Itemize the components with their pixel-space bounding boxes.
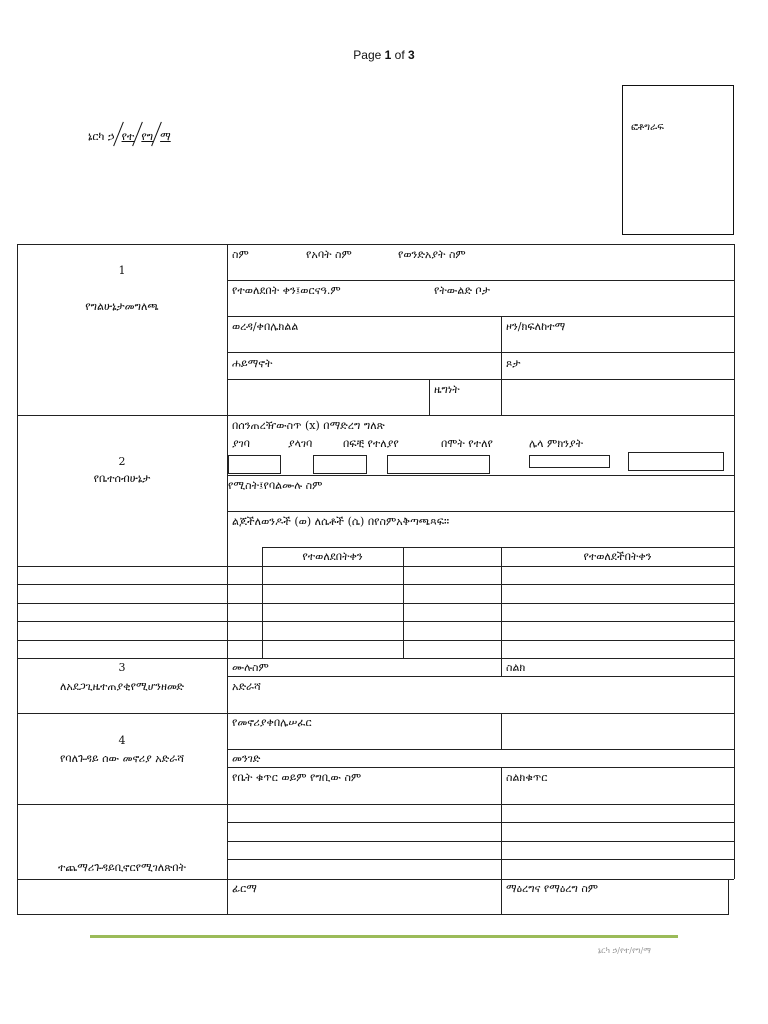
cell-divider (501, 767, 502, 804)
zone-field[interactable]: ዞን/ክፍለከተማ (506, 320, 566, 333)
ref-seg2: የግ (141, 130, 154, 143)
section3-number: 3 (118, 661, 126, 674)
religion-field[interactable]: ሐይማኖት (232, 357, 273, 370)
name-field[interactable]: ስም (232, 248, 249, 261)
page-word: Page (353, 48, 382, 62)
section1-number: 1 (118, 264, 126, 277)
table-border-right-bottom (728, 879, 729, 915)
residence-field[interactable]: የመኖሪያቀበሌሠፈር (232, 716, 312, 729)
house-number-field[interactable]: የቤት ቁጥር ወይም የግቢው ስም (232, 771, 362, 784)
widowed-checkbox[interactable] (529, 455, 610, 468)
row-line (227, 767, 734, 768)
row-line (17, 879, 734, 880)
cell-divider (501, 804, 502, 879)
option-single: ያላገባ (288, 437, 313, 450)
ref-seg1: የተ (121, 130, 135, 143)
section1-title: የግልሁኔታመግለጫ (85, 300, 159, 313)
row-line (227, 841, 734, 842)
row-line (17, 566, 734, 567)
row-line (227, 316, 734, 317)
birth-date-field[interactable]: የተወለደበት ቀን፤ወርናዓ.ም (232, 284, 341, 297)
children-label: ልጆችለወንዶች (ወ) ለሴቶች (ሴ) በየስምአቅጣጫጻፍ። (232, 515, 450, 528)
row-line (17, 584, 734, 585)
ref-seg3: ማ (160, 130, 171, 143)
photo-label: ፎቶግራፍ (631, 122, 664, 133)
page-total: 3 (408, 48, 415, 62)
row-line (262, 547, 734, 548)
row-line (17, 713, 734, 714)
birth-date-column-header: የተወለደበትቀን (302, 550, 363, 563)
row-line (17, 914, 729, 915)
row-line (227, 511, 734, 512)
nationality-field[interactable]: ዜግነት (434, 383, 460, 396)
row-line (227, 352, 734, 353)
row-line (17, 621, 734, 622)
row-line (227, 475, 734, 476)
woreda-field[interactable]: ወረዳ/ቀበሌክልል (232, 320, 299, 333)
footer-reference: ኔርካ ኃ/የተ/የግ/ማ (598, 946, 651, 955)
cell-divider (429, 379, 430, 415)
row-line (17, 804, 734, 805)
footer-divider (90, 935, 678, 938)
emergency-address-field[interactable]: አድራሻ (232, 680, 261, 693)
row-line (17, 658, 734, 659)
reference-number (88, 118, 171, 144)
marital-instruction: በሰንጠረዥውስጥ (x) በማድረግ ግለጽ (232, 419, 385, 432)
cell-divider (403, 547, 404, 658)
spouse-name-field[interactable]: የሚስት፤የባልሙሉ ስም (228, 479, 323, 492)
table-border-right (734, 244, 735, 879)
row-line (17, 603, 734, 604)
row-line (227, 749, 734, 750)
row-line (17, 244, 734, 245)
photo-box[interactable] (622, 85, 734, 235)
emergency-full-name-field[interactable]: ሙሉስም (232, 661, 269, 674)
ref-label: ኔርካ ኃ (88, 130, 115, 143)
signature-field[interactable]: ፊርማ (232, 882, 257, 895)
cell-divider (501, 879, 502, 915)
cell-divider (501, 379, 502, 415)
cell-divider (501, 658, 502, 676)
row-line (17, 415, 734, 416)
option-widowed: በሞት የተለየ (441, 437, 493, 450)
page-current: 1 (384, 48, 392, 62)
birth-date-column-header-female: የተወለደችበትቀን (583, 550, 652, 563)
emergency-phone-field[interactable]: ስልክ (506, 661, 526, 674)
column-divider (227, 244, 228, 915)
option-divorced: በፍቺ የተለያየ (343, 437, 399, 450)
divorced-checkbox[interactable] (387, 455, 490, 474)
other-checkbox[interactable] (628, 452, 724, 471)
cell-divider (501, 316, 502, 379)
section2-title: የቤተሰብሁኔታ (93, 472, 151, 485)
married-checkbox[interactable] (228, 455, 281, 474)
approver-field[interactable]: ማዕረግና የማዕረግ ስም (506, 882, 599, 895)
page-of: of (394, 48, 405, 62)
grandfather-name-field[interactable]: የወንድአያት ስም (398, 248, 466, 261)
row-line (227, 379, 734, 380)
row-line (227, 676, 734, 677)
phone-number-field[interactable]: ስልክቁጥር (506, 771, 548, 784)
single-checkbox[interactable] (313, 455, 367, 474)
option-married: ያገባ (232, 437, 250, 450)
cell-divider (501, 713, 502, 749)
section5-title: ተጨማሪጉዳይቢኖርየሚገለጽበት (58, 861, 186, 874)
option-other: ሌላ ምክንያት (529, 437, 584, 450)
street-field[interactable]: መንገድ (232, 752, 261, 765)
table-border-left (17, 244, 18, 915)
section3-title: ለአደጋጊዜተጠያቂየሚሆንዘመድ (59, 680, 185, 693)
sex-field[interactable]: ጾታ (506, 357, 521, 370)
section4-number: 4 (118, 734, 126, 747)
section4-title: የባለጉዳይ ሰው መኖሪያ አድራሻ (59, 752, 185, 765)
row-line (17, 640, 734, 641)
section2-number: 2 (118, 455, 126, 468)
father-name-field[interactable]: የአባት ስም (306, 248, 352, 261)
row-line (227, 822, 734, 823)
row-line (227, 280, 734, 281)
page-number (0, 48, 768, 62)
birth-place-field[interactable]: የትውልድ ቦታ (434, 284, 490, 297)
row-line (227, 859, 734, 860)
